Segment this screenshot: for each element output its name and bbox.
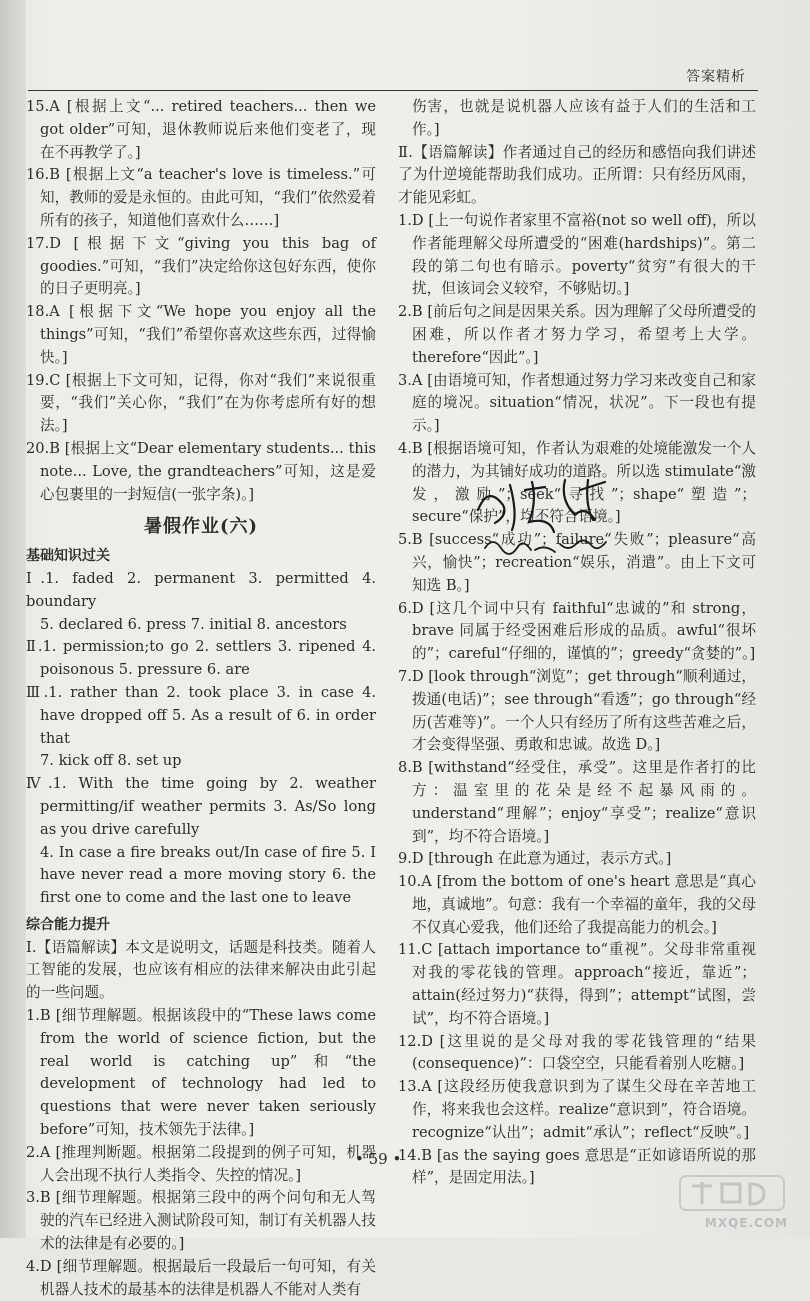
answer-item: 8.B [withstand“经受住，承受”。这里是作者打的比方：温室里的花朵是经不起暴风雨的。understand“理解”；enjoy“享受”；realize“意识到”，均不符合语境。] xyxy=(398,759,756,845)
basic-line: 5. declared 6. press 7. initial 8. ancestors xyxy=(40,615,347,633)
answer-item: 4.B [根据语境可知，作者认为艰难的处境能激发一个人的潜力，为其铺好成功的道路。所以选 stimulate“激发，激励”；seek“寻找”；shape“塑造”；secure“保护”，均不符合语境。] xyxy=(398,439,756,526)
comp-item: Ⅰ.【语篇解读】本文是说明文，话题是科技类。随着人工智能的发展，也应该有相应的法律来解决由此引起的一些问题。 xyxy=(26,938,376,1002)
answer-item: 6.D [这几个词中只有 faithful“忠诚的”和 strong，brave 同属于经受困难后形成的品质。awful“很坏的”；careful“仔细的，谨慎的”；greedy“贪婪的”。] xyxy=(398,599,756,663)
answer-item: 2.B [前后句之间是因果关系。因为理解了父母所遭受的困难，所以作者才努力学习，希望考上大学。therefore“因此”。] xyxy=(398,303,756,366)
answer-item: 14.B [as the saying goes 意思是“正如谚语所说的那样”，是固定用法。] xyxy=(398,1146,756,1187)
answer-item: 15.A [根据上文“... retired teachers... then we got older”可知，退休教师说后来他们变老了，现在不再教学了。] xyxy=(26,98,376,161)
left-column xyxy=(26,96,376,1298)
right-column xyxy=(398,96,756,1187)
answer-item: 3.A [由语境可知，作者想通过努力学习来改变自己和家庭的境况。situation“情况，状况”。下一段也有提示。] xyxy=(398,371,756,435)
header-label: 答案精析 xyxy=(686,69,746,85)
answer-item: 20.B [根据上文“Dear elementary students... this note... Love, the grandteachers”可知，这是爱心包裹里的一封短信(一张字条)。] xyxy=(26,439,376,503)
answer-item: 18.A [根据下文“We hope you enjoy all the things”可知，“我们”希望你喜欢这些东西，过得愉快。] xyxy=(26,303,376,366)
basic-line: 4. In case a fire breaks out/In case of fire 5. I have never read a more moving story 6. the first one to come and the last one to leave xyxy=(40,843,376,907)
answer-item: 7.D [look through“浏览”；get through“顺利通过，拨通(电话)”；see through“看透”；go through“经历(苦难等)”。一个人只有经历了所有这些苦难之后，才会变得坚强、勇敢和忠诚。故选 D。] xyxy=(398,667,756,754)
page-number: • 59 • xyxy=(355,1150,402,1168)
answer-item: 10.A [from the bottom of one's heart 意思是“真心地，真诚地”。句意：我有一个幸福的童年，我的父母不仅真心爱我，他们还给了我提高能力的机会。] xyxy=(398,873,756,936)
answer-item: 9.D [through 在此意为通过，表示方式。] xyxy=(398,850,672,868)
basic-line: Ⅳ.1. With the time going by 2. weather permitting/if weather permits 3. As/So long as you drive carefully xyxy=(26,775,376,838)
answer-item: Ⅱ.【语篇解读】作者通过自己的经历和感悟向我们讲述了为什逆境能帮助我们成功。正所谓：只有经历风雨，才能见彩虹。 xyxy=(398,143,756,207)
comp-item: 1.B [细节理解题。根据该段中的“These laws come from the world of science fiction, but the real world is catching up”和“the development of technology had led to questions that were never taken seriously before”可知，技术领先于法律。] xyxy=(26,1007,376,1139)
book-spine-shadow xyxy=(0,0,26,1238)
answer-item: 5.B [success“成功”；failure“失败”；pleasure“高兴，愉快”；recreation“娱乐，消遣”。由上下文可知选 B。] xyxy=(398,531,756,594)
answer-item: 11.C [attach importance to“重视”。父母非常重视对我的零花钱的管理。approach“接近，靠近”；attain(经过努力)“获得，得到”；attempt“试图，尝试”，均不符合语境。] xyxy=(398,941,756,1027)
basic-line: Ⅱ.1. permission;to go 2. settlers 3. ripened 4. poisonous 5. pressure 6. are xyxy=(26,638,376,679)
basic-knowledge-title: 基础知识过关 xyxy=(26,548,110,565)
basic-line: Ⅲ.1. rather than 2. took place 3. in case 4. have dropped off 5. As a result of 6. in order that xyxy=(26,683,376,747)
header-rule xyxy=(28,90,758,91)
watermark-text: MXQE.COM xyxy=(704,1216,788,1230)
comp-item: 2.A [推理判断题。根据第二段提到的例子可知，机器人会出现不执行人类指令、失控的情况。] xyxy=(26,1143,376,1184)
answer-item: 17.D [根据下文“giving you this bag of goodies.”可知，“我们”决定给你这包好东西，使你的日子更明亮。] xyxy=(26,234,376,298)
comp-item: 4.D [细节理解题。根据最后一段最后一句可知，有关机器人技术的最基本的法律是机器人不能对人类有 xyxy=(26,1257,376,1298)
basic-line: Ⅰ.1. faded 2. permanent 3. permitted 4. boundary xyxy=(26,569,376,610)
answer-item: 19.C [根据上下文可知，记得，你对“我们”来说很重要，“我们”关心你，“我们”在为你考虑所有好的想法。] xyxy=(26,371,376,435)
basic-line: 7. kick off 8. set up xyxy=(40,752,182,770)
answer-item: 12.D [这里说的是父母对我的零花钱管理的“结果(consequence)”：口袋空空，只能看着别人吃糖。] xyxy=(398,1032,756,1073)
answer-item: 1.D [上一句说作者家里不富裕(not so well off)，所以作者能理解父母所遭受的“困难(hardships)”。第二段的第二句也有暗示。poverty“贫穷”有很大的干扰，但该词会义较窄，不够贴切。] xyxy=(398,211,756,298)
comprehensive-title: 综合能力提升 xyxy=(26,916,110,933)
comp-item: 3.B [细节理解题。根据第三段中的两个问句和无人驾驶的汽车已经进入测试阶段可知，制订有关机器人技术的法律是有必要的。] xyxy=(26,1189,376,1253)
answer-item: 16.B [根据上文“a teacher's love is timeless.”可知，教师的爱是永恒的。由此可知，“我们”依然爱着所有的孩子，知道他们喜欢什么……] xyxy=(26,166,376,229)
answer-item: 13.A [这段经历使我意识到为了谋生父母在辛苦地工作，将来我也会这样。realize“意识到”，符合语境。recognize“认出”；admit“承认”；reflect“反映”。] xyxy=(398,1078,756,1141)
section-title: 暑假作业(六) xyxy=(143,516,259,538)
answer-item: 伤害，也就是说机器人应该有益于人们的生活和工作。] xyxy=(412,98,756,138)
